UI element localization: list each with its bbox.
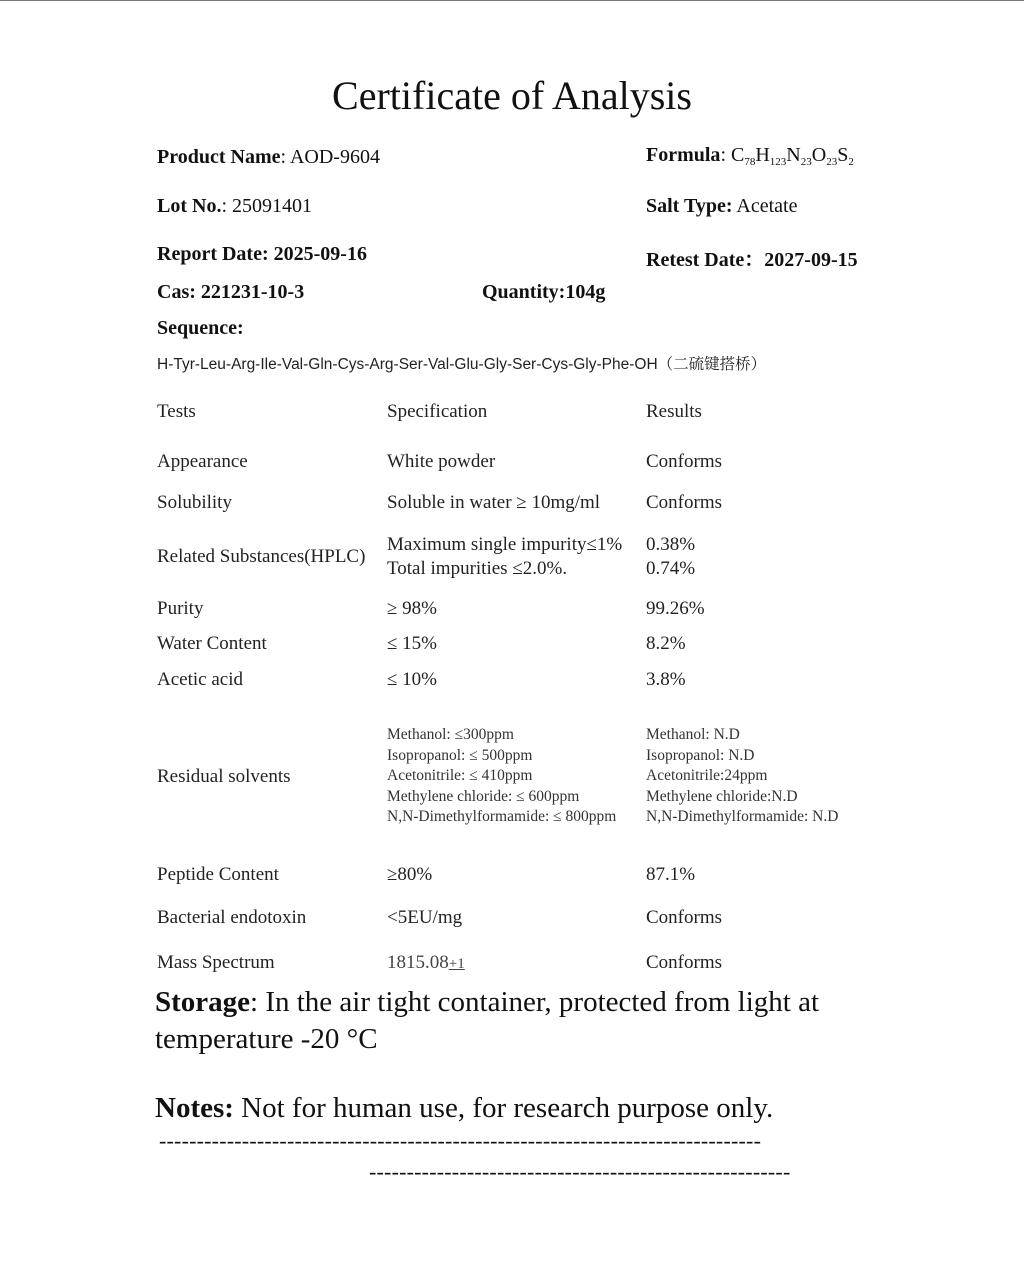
quantity-field (482, 281, 605, 304)
storage-note (155, 984, 885, 1058)
formula-element: H (755, 144, 770, 166)
table-row-test: Appearance (157, 451, 248, 472)
storage-text: : In the air tight container, protected from light at temperature -20 °C (155, 986, 820, 1055)
table-row-spec: ≥80% (387, 864, 433, 885)
residual-solvents-result-list (646, 725, 838, 828)
table-row-test: Related Substances(HPLC) (157, 546, 366, 567)
table-row-spec: Soluble in water ≥ 10mg/ml (387, 492, 601, 513)
table-row-test: Water Content (157, 633, 267, 654)
report-date-value: 2025-09-16 (273, 243, 367, 265)
formula-value (731, 144, 854, 166)
table-row-test: Peptide Content (157, 864, 279, 885)
formula-element: C (731, 144, 745, 166)
result-line: Acetonitrile:24ppm (646, 767, 768, 784)
quantity-value: 104g (565, 281, 606, 303)
spec-line: Methylene chloride: ≤ 600ppm (387, 787, 580, 805)
retest-date-label: Retest Date： (646, 249, 765, 271)
formula-subscript: 23 (826, 156, 838, 168)
formula-element: N (786, 144, 801, 166)
formula-subscript: 123 (769, 156, 787, 168)
notes-label: Notes: (155, 1092, 234, 1124)
table-row-result: Conforms (646, 907, 722, 928)
table-row-result: 3.8% (646, 669, 686, 690)
table-row-result: Conforms (646, 451, 722, 472)
quantity-label: Quantity: (482, 281, 566, 303)
cas-field (157, 281, 304, 304)
report-date-label: Report Date: (157, 243, 269, 265)
cas-label: Cas: (157, 281, 196, 303)
formula-label: Formula (646, 144, 721, 166)
document-title: Certificate of Analysis (332, 73, 692, 118)
salt-type-value: Acetate (736, 195, 798, 217)
result-line: N,N-Dimethylformamide: N.D (646, 808, 839, 825)
product-name-value: AOD-9604 (289, 146, 380, 168)
table-row-test: Acetic acid (157, 669, 243, 690)
top-border (0, 0, 1024, 1)
formula-subscript: 23 (800, 156, 812, 168)
product-name-label: Product Name (157, 146, 281, 168)
table-row-spec (387, 952, 465, 974)
table-row-test: Residual solvents (157, 766, 291, 787)
result-line: Methanol: N.D (646, 726, 740, 743)
formula-element: O (811, 144, 827, 166)
sequence-label: Sequence: (157, 317, 244, 339)
product-name-field: Product Name: AOD-9604 (157, 146, 380, 168)
table-row-spec: Maximum single impurity≤1% (387, 534, 623, 555)
table-row-test: Solubility (157, 492, 232, 513)
mass-value: 1815.08 (387, 952, 449, 973)
cas-value: 221231-10-3 (200, 281, 305, 303)
spec-line: Isopropanol: ≤ 500ppm (387, 746, 533, 764)
col-header-results: Results (646, 401, 702, 422)
result-line: Methylene chloride:N.D (646, 787, 798, 805)
table-row-result: 8.2% (646, 633, 686, 654)
salt-type-field (646, 195, 797, 218)
table-row-test: Purity (157, 598, 204, 619)
sequence-value: H-Tyr-Leu-Arg-Ile-Val-Gln-Cys-Arg-Ser-Val-Glu-Gly-Ser-Cys-Gly-Phe-OH（二硫键搭桥） (157, 356, 767, 373)
table-row-spec: ≤ 15% (387, 633, 438, 654)
table-row-spec-2: Total impurities ≤2.0%. (387, 558, 568, 579)
table-row-result-2: 0.74% (646, 558, 696, 579)
table-row-result: 87.1% (646, 864, 696, 885)
lot-field: Lot No.: 25091401 (157, 195, 313, 217)
formula-subscript: 2 (848, 156, 854, 168)
spec-line: Methanol: ≤300ppm (387, 726, 514, 743)
formula-subscript: 78 (744, 156, 756, 168)
notes-text: Not for human use, for research purpose only. (233, 1092, 774, 1124)
lot-value: 25091401 (232, 195, 313, 217)
lot-label: Lot No. (157, 195, 222, 217)
report-date-field (157, 243, 367, 266)
table-row-spec: <5EU/mg (387, 907, 463, 928)
table-row-spec: ≥ 98% (387, 598, 438, 619)
mass-tolerance: +1 (448, 956, 465, 972)
dashed-line-1: -------------------------------------------------------------------------------- (159, 1128, 762, 1153)
notes (155, 1092, 773, 1125)
retest-date-field (646, 243, 858, 272)
col-header-tests: Tests (157, 401, 196, 422)
table-row-result: 0.38% (646, 534, 696, 555)
table-row-result: Conforms (646, 952, 722, 973)
residual-solvents-spec-list (387, 725, 616, 828)
table-row-test: Mass Spectrum (157, 952, 275, 973)
table-row-result: 99.26% (646, 598, 705, 619)
col-header-specification: Specification (387, 401, 488, 422)
spec-line: Acetonitrile: ≤ 410ppm (387, 767, 533, 784)
formula-element: S (837, 144, 849, 166)
retest-date-value: 2027-09-15 (764, 249, 858, 271)
formula-field: Formula: $C_{78}H_{123}N_{23}O_{23}S_2$ (646, 144, 854, 168)
table-row-result: Conforms (646, 492, 722, 513)
result-line: Isopropanol: N.D (646, 746, 755, 764)
table-row-spec: White powder (387, 451, 496, 472)
dashed-line-2: -------------------------------------------------------- (369, 1159, 791, 1184)
table-row-spec: ≤ 10% (387, 669, 438, 690)
salt-type-label: Salt Type: (646, 195, 733, 217)
storage-label: Storage (155, 986, 251, 1018)
spec-line: N,N-Dimethylformamide: ≤ 800ppm (387, 808, 617, 825)
table-row-test: Bacterial endotoxin (157, 907, 307, 928)
